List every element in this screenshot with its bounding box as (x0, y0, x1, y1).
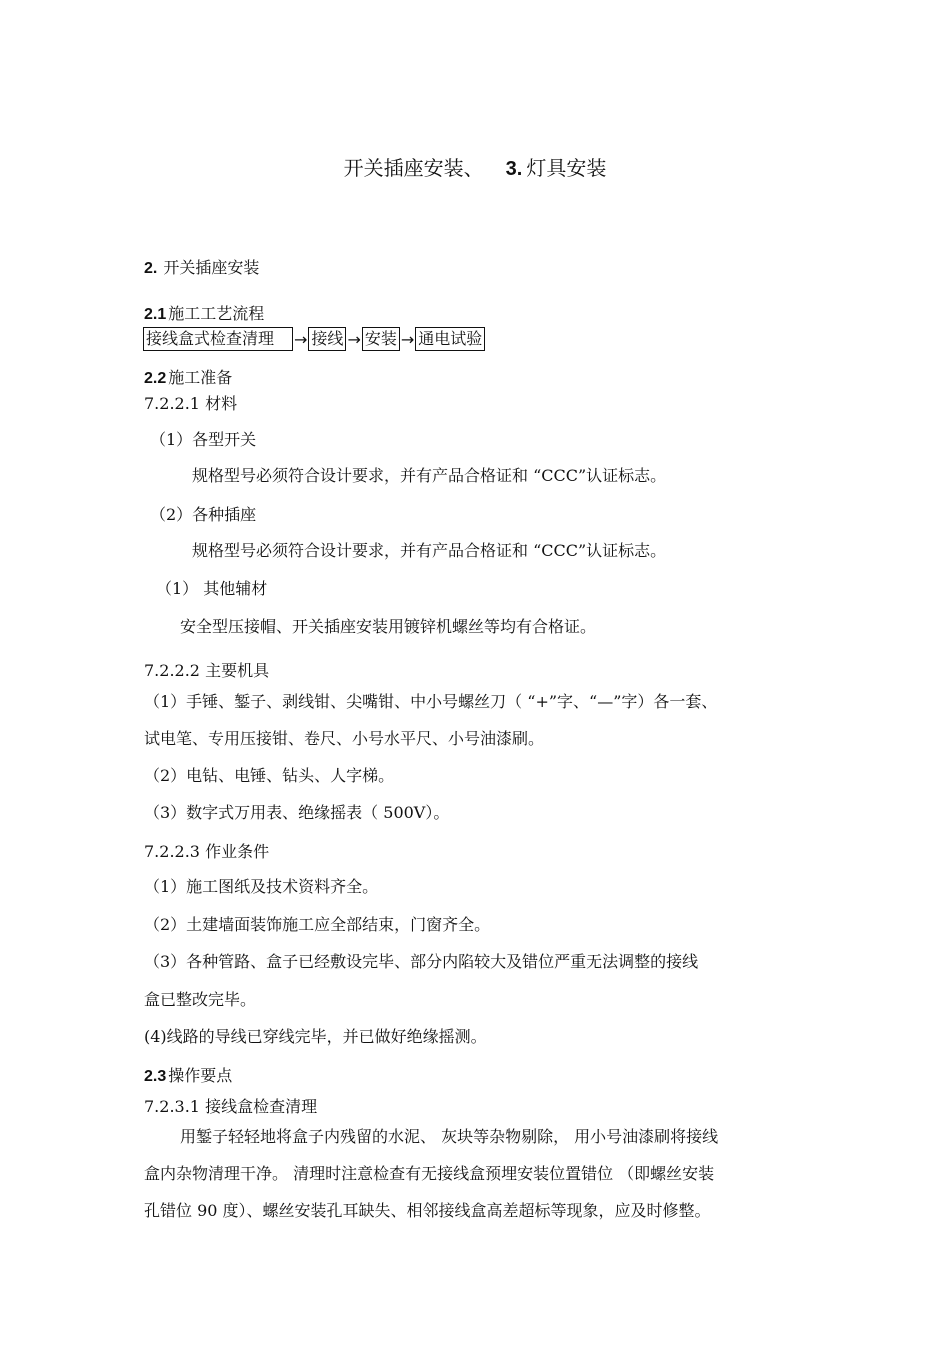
section-2-1-heading (144, 304, 264, 325)
section-number: 2. (144, 260, 158, 277)
paragraph: （1）手锤、錾子、剥线钳、尖嘴钳、中小号螺丝刀（ “+”字、“—”字）各一套、 (144, 692, 718, 711)
list-item-heading: （1） 其他辅材 (156, 579, 268, 598)
subsection-heading: 7.2.3.1 接线盒检查清理 (144, 1097, 318, 1116)
flow-step: 接线盒式检查清理 (143, 327, 293, 351)
paragraph: （2）土建墙面装饰施工应全部结束，门窗齐全。 (144, 915, 491, 934)
paragraph: 盒内杂物清理干净。 清理时注意检查有无接线盒预埋安装位置错位 （即螺丝安装 (144, 1164, 715, 1183)
section-text: 操作要点 (168, 1066, 233, 1085)
paragraph: 用錾子轻轻地将盒子内残留的水泥、 灰块等杂物剔除， 用小号油漆刷将接线 (180, 1127, 719, 1146)
paragraph: 规格型号必须符合设计要求，并有产品合格证和 “CCC”认证标志。 (192, 541, 667, 560)
paragraph: （3）数字式万用表、绝缘摇表（ 500V）。 (144, 803, 450, 822)
process-flow (143, 327, 485, 351)
paragraph: 规格型号必须符合设计要求，并有产品合格证和 “CCC”认证标志。 (192, 466, 667, 485)
paragraph: 盒已整改完毕。 (144, 990, 257, 1009)
section-number: 2.2 (144, 370, 167, 387)
flow-step: 安装 (362, 327, 400, 351)
section-text: 施工工艺流程 (168, 304, 265, 323)
paragraph: 孔错位 90 度）、螺丝安装孔耳缺失、相邻接线盒高差超标等现象，应及时修整。 (144, 1201, 711, 1220)
paragraph: 试电笔、专用压接钳、卷尺、小号水平尺、小号油漆刷。 (144, 729, 545, 748)
list-item-heading: （2）各种插座 (150, 505, 257, 524)
title-part-a: 开关插座安装、 (343, 156, 484, 180)
flow-step: 通电试验 (415, 327, 485, 351)
section-number: 2.3 (144, 1068, 167, 1085)
document-title (0, 152, 950, 181)
flow-step: 接线 (308, 327, 346, 351)
title-part-b: 灯具安装 (526, 156, 607, 180)
paragraph: （1）施工图纸及技术资料齐全。 (144, 877, 379, 896)
subsection-heading: 7.2.2.3 作业条件 (144, 842, 270, 861)
paragraph: （2）电钻、电锤、钻头、人字梯。 (144, 766, 395, 785)
section-2-heading (144, 258, 259, 279)
paragraph: 安全型压接帽、开关插座安装用镀锌机螺丝等均有合格证。 (180, 617, 597, 636)
paragraph: （3）各种管路、盒子已经敷设完毕、部分内陷较大及错位严重无法调整的接线 (144, 952, 699, 971)
section-2-2-heading (144, 368, 232, 389)
title-number: 3. (505, 158, 523, 180)
arrow-right-icon: → (400, 329, 415, 349)
subsection-heading: 7.2.2.2 主要机具 (144, 661, 270, 680)
section-2-3-heading (144, 1066, 232, 1087)
subsection-heading: 7.2.2.1 材料 (144, 394, 238, 413)
section-number: 2.1 (144, 306, 167, 323)
section-text: 开关插座安装 (163, 258, 260, 277)
arrow-right-icon: → (294, 329, 308, 349)
paragraph: (4)线路的导线已穿线完毕，并已做好绝缘摇测。 (144, 1027, 487, 1046)
section-text: 施工准备 (168, 368, 233, 387)
list-item-heading: （1）各型开关 (150, 430, 257, 449)
arrow-right-icon: → (347, 329, 361, 349)
